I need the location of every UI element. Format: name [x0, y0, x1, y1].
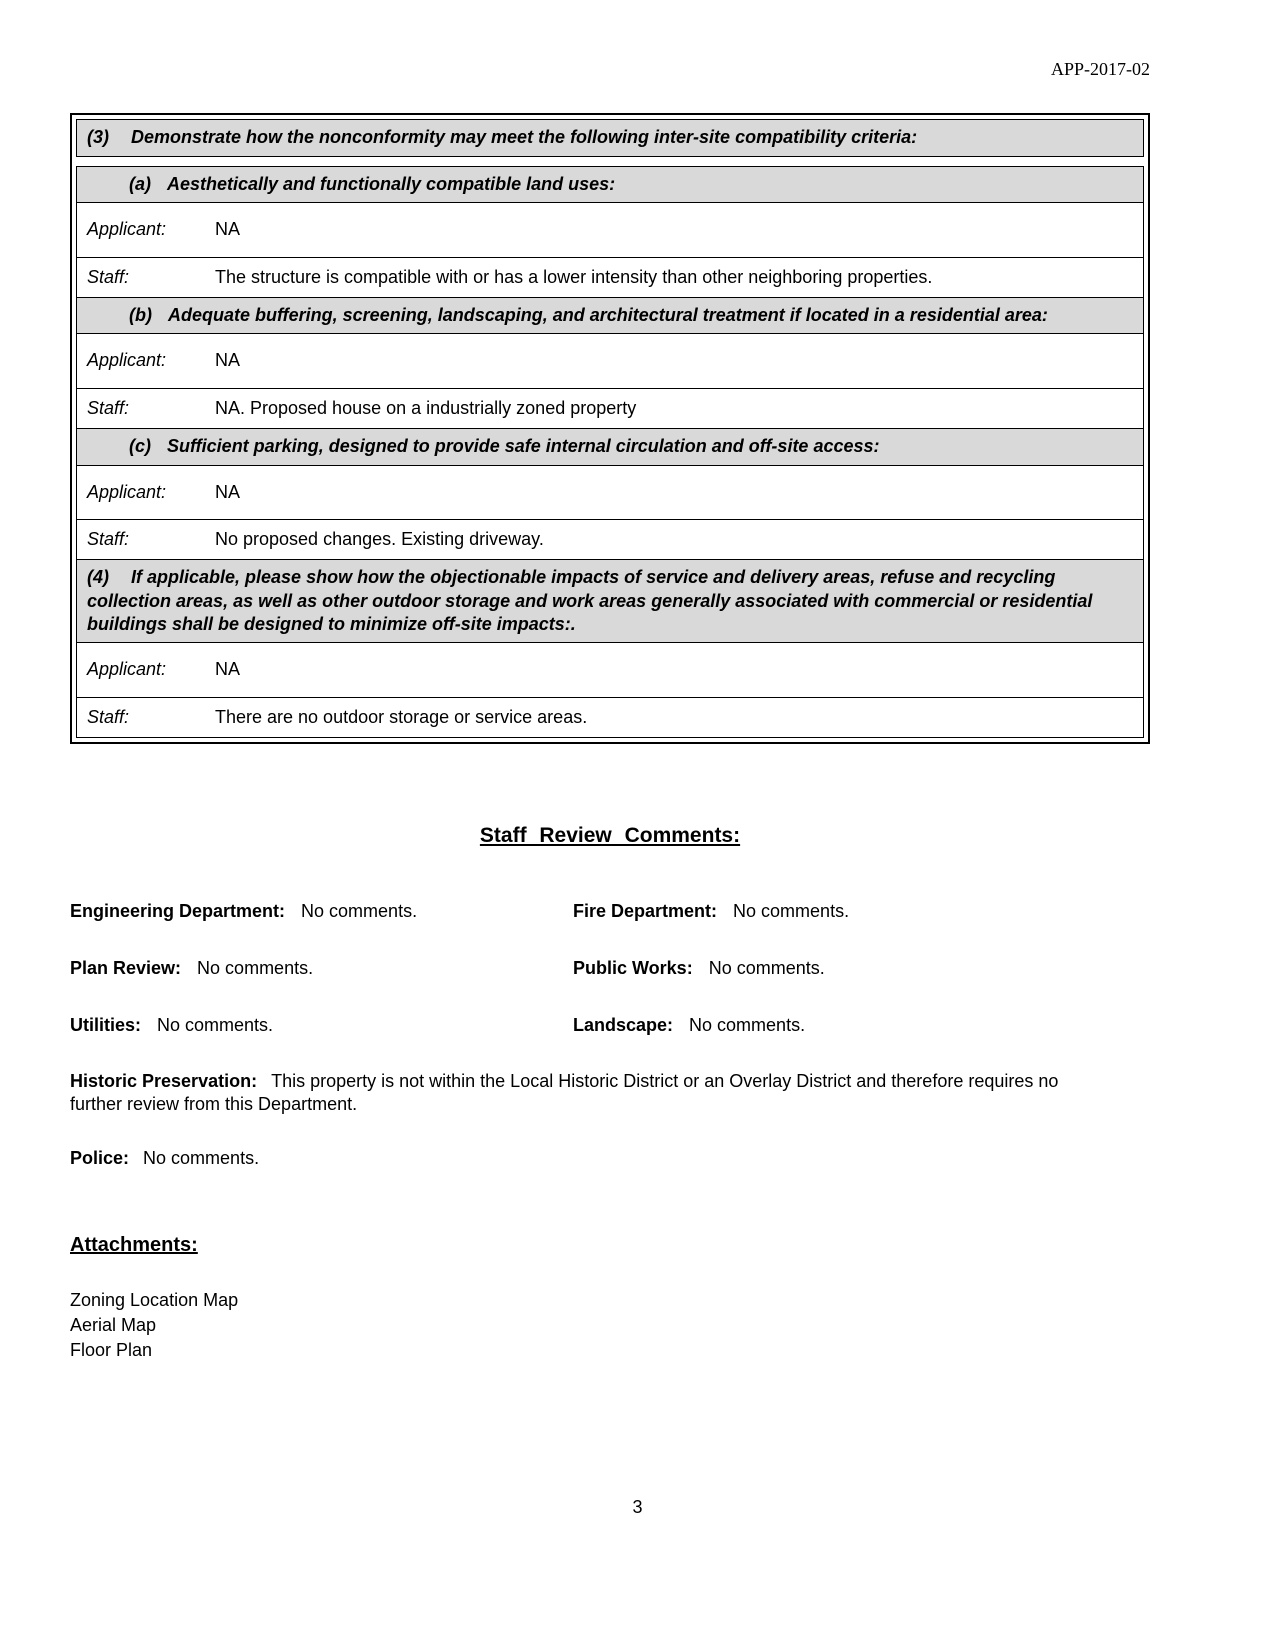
section-number: (4)	[87, 567, 109, 588]
dept-label: Police:	[70, 1147, 130, 1168]
section-b-header	[76, 297, 1144, 334]
dept-comment-historic-preservation	[70, 1070, 1085, 1117]
doc-reference: APP-2017-02	[1050, 59, 1150, 79]
attachment-item: Zoning Location Map	[70, 1289, 239, 1310]
staff-value: There are no outdoor storage or service areas.	[215, 706, 588, 727]
applicant-row	[76, 333, 1144, 388]
dept-label: Engineering Department:	[70, 900, 286, 921]
dept-comment-landscape	[573, 1014, 1150, 1037]
staff-value: The structure is compatible with or has a lower intensity than other neighboring properties.	[215, 266, 933, 287]
section-number: (3)	[87, 127, 109, 148]
page-number: 3	[632, 1497, 643, 1517]
section-title: If applicable, please show how the objectionable impacts of service and delivery areas, refuse and recycling collection areas, as well as other outdoor storage and work areas generally associated with commercial or residential buildings shall be designed to minimize off-site impacts:.	[87, 567, 1093, 635]
dept-text: No comments.	[708, 957, 825, 978]
attachments-title: Attachments:	[70, 1233, 198, 1256]
dept-comment-public-works	[573, 957, 1150, 980]
department-comments	[70, 900, 1150, 1038]
dept-comment-utilities	[70, 1014, 573, 1037]
staff-label: Staff:	[87, 528, 130, 549]
applicant-row	[76, 465, 1144, 520]
applicant-value: NA	[215, 481, 241, 502]
staff-row	[76, 388, 1144, 429]
dept-text: No comments.	[157, 1015, 274, 1036]
applicant-label: Applicant:	[87, 481, 167, 502]
section-title: Aesthetically and functionally compatible land uses:	[167, 173, 616, 194]
attachments-list	[70, 1288, 1150, 1363]
staff-review-title: Staff Review Comments:	[479, 824, 741, 848]
section-a-header	[76, 166, 1144, 203]
staff-label: Staff:	[87, 706, 130, 727]
staff-label: Staff:	[87, 266, 130, 287]
section-c-header	[76, 428, 1144, 465]
applicant-label: Applicant:	[87, 659, 167, 680]
dept-text: No comments.	[143, 1147, 260, 1168]
staff-row	[76, 697, 1144, 738]
section-title: Sufficient parking, designed to provide safe internal circulation and off-site access:	[167, 436, 880, 457]
section-3-header	[76, 119, 1144, 156]
applicant-label: Applicant:	[87, 219, 167, 240]
applicant-row	[76, 642, 1144, 697]
applicant-value: NA	[215, 350, 241, 371]
dept-comment-police	[70, 1147, 1150, 1170]
attachment-item: Floor Plan	[70, 1339, 153, 1360]
dept-text: No comments.	[689, 1015, 806, 1036]
dept-label: Landscape:	[573, 1015, 674, 1036]
staff-value: NA. Proposed house on a industrially zoned property	[215, 397, 637, 418]
section-title: Adequate buffering, screening, landscaping, and architectural treatment if located in a residential area:	[167, 304, 1048, 325]
applicant-value: NA	[215, 219, 241, 240]
dept-text: No comments.	[301, 900, 418, 921]
staff-value: No proposed changes. Existing driveway.	[215, 528, 544, 549]
applicant-label: Applicant:	[87, 350, 167, 371]
dept-comment-fire	[573, 900, 1150, 923]
applicant-row	[76, 202, 1144, 257]
dept-label: Utilities:	[70, 1015, 142, 1036]
dept-text: This property is not within the Local Historic District or an Overlay District and therefore requires no further review from this Department.	[70, 1070, 1059, 1115]
staff-row	[76, 519, 1144, 560]
section-number: (b)	[129, 304, 152, 325]
criteria-table	[70, 113, 1150, 744]
section-number: (c)	[129, 436, 151, 457]
dept-text: No comments.	[197, 957, 314, 978]
section-4-header	[76, 559, 1144, 643]
dept-label: Fire Department:	[573, 900, 718, 921]
dept-text: No comments.	[733, 900, 850, 921]
staff-row	[76, 257, 1144, 298]
section-number: (a)	[129, 173, 151, 194]
dept-comment-engineering	[70, 900, 573, 923]
dept-comment-plan-review	[70, 957, 573, 980]
section-title: Demonstrate how the nonconformity may meet the following inter-site compatibility criteria:	[131, 127, 918, 148]
applicant-value: NA	[215, 659, 241, 680]
dept-label: Historic Preservation:	[70, 1070, 258, 1091]
dept-label: Public Works:	[573, 957, 693, 978]
dept-label: Plan Review:	[70, 957, 182, 978]
staff-label: Staff:	[87, 397, 130, 418]
attachment-item: Aerial Map	[70, 1314, 157, 1335]
